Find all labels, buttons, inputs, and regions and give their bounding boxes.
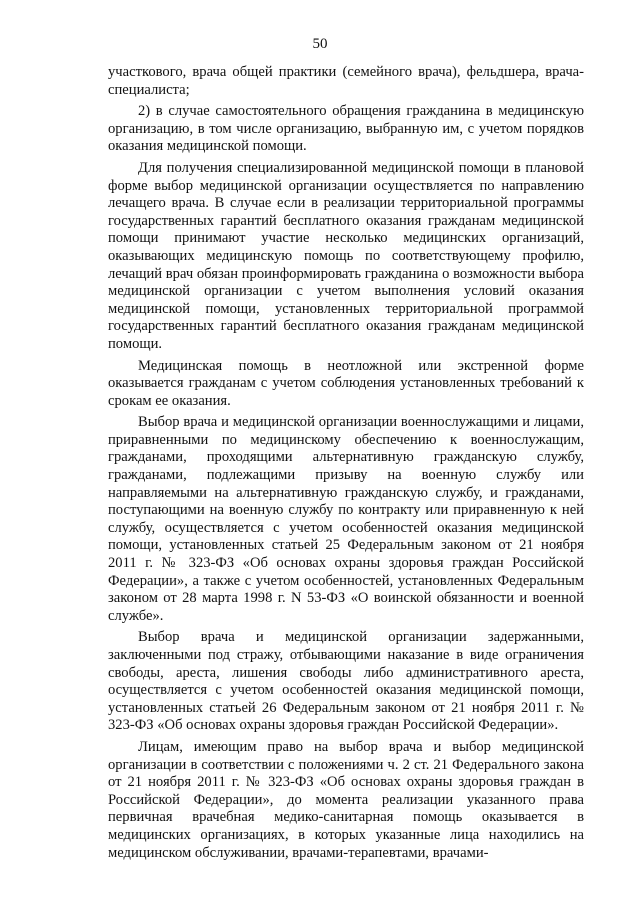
document-body [108, 64, 584, 862]
paragraph-specialized-care: Для получения специализированной медицинской помощи в плановой форме выбор медицинской организации осуществляется по направлению лечащего врача. В случае если в реализации территориальной программы государственных гарантий бесплатного оказания гражданам медицинской помощи принимают участие несколько медицинских организаций, оказывающих медицинскую помощь по соответствующему профилю, лечащий врач обязан проинформировать гражданина о возможности выбора медицинской организации с учетом выполнения условий оказания медицинской помощи, установленных территориальной программой государственных гарантий бесплатного оказания гражданам медицинской помощи. [108, 159, 584, 352]
paragraph-continuation: участкового, врача общей практики (семейного врача), фельдшера, врача-специалиста; [108, 64, 584, 98]
paragraph-military-choice: Выбор врача и медицинской организации военнослужащими и лицами, приравненными по медицинскому обеспечению к военнослужащим, гражданами, проходящими альтернативную гражданскую службу, гражданами, подлежащими призыву на военную службу или направляемыми на альтернативную гражданскую службу, и гражданами, поступающими на военную службу по контракту или приравненную к ней службу, осуществляется с учетом особенностей оказания медицинской помощи, установленных статьей 25 Федеральным законом от 21 ноября 2011 г. № 323-ФЗ «Об основах охраны здоровья граждан Российской Федерации», а также с учетом особенностей, установленных Федеральным законом от 28 марта 1998 г. N 53-ФЗ «О воинской обязанности и военной службе». [108, 414, 584, 624]
paragraph-item-2: 2) в случае самостоятельного обращения гражданина в медицинскую организацию, в том числе организацию, выбранную им, с учетом порядков оказания медицинской помощи. [108, 103, 584, 155]
paragraph-detained-choice: Выбор врача и медицинской организации задержанными, заключенными под стражу, отбывающими наказание в виде ограничения свободы, ареста, лишения свободы либо административного ареста, осуществляется с учетом особенностей оказания медицинской помощи, установленных статьей 26 Федеральным законом от 21 ноября 2011 г. № 323-ФЗ «Об основах охраны здоровья граждан Российской Федерации». [108, 629, 584, 734]
paragraph-right-holders: Лицам, имеющим право на выбор врача и выбор медицинской организации в соответствии с положениями ч. 2 ст. 21 Федерального закона от 21 ноября 2011 г. № 323-ФЗ «Об основах охраны здоровья граждан в Российской Федерации», до момента реализации указанного права первичная врачебная медико-санитарная помощь оказывается в медицинских организациях, в которых указанные лица находились на медицинском обслуживании, врачами-терапевтами, врачами- [108, 738, 584, 861]
page-number: 50 [312, 36, 328, 52]
paragraph-emergency-care: Медицинская помощь в неотложной или экстренной форме оказывается гражданам с учетом соблюдения установленных требований к срокам ее оказания. [108, 357, 584, 409]
